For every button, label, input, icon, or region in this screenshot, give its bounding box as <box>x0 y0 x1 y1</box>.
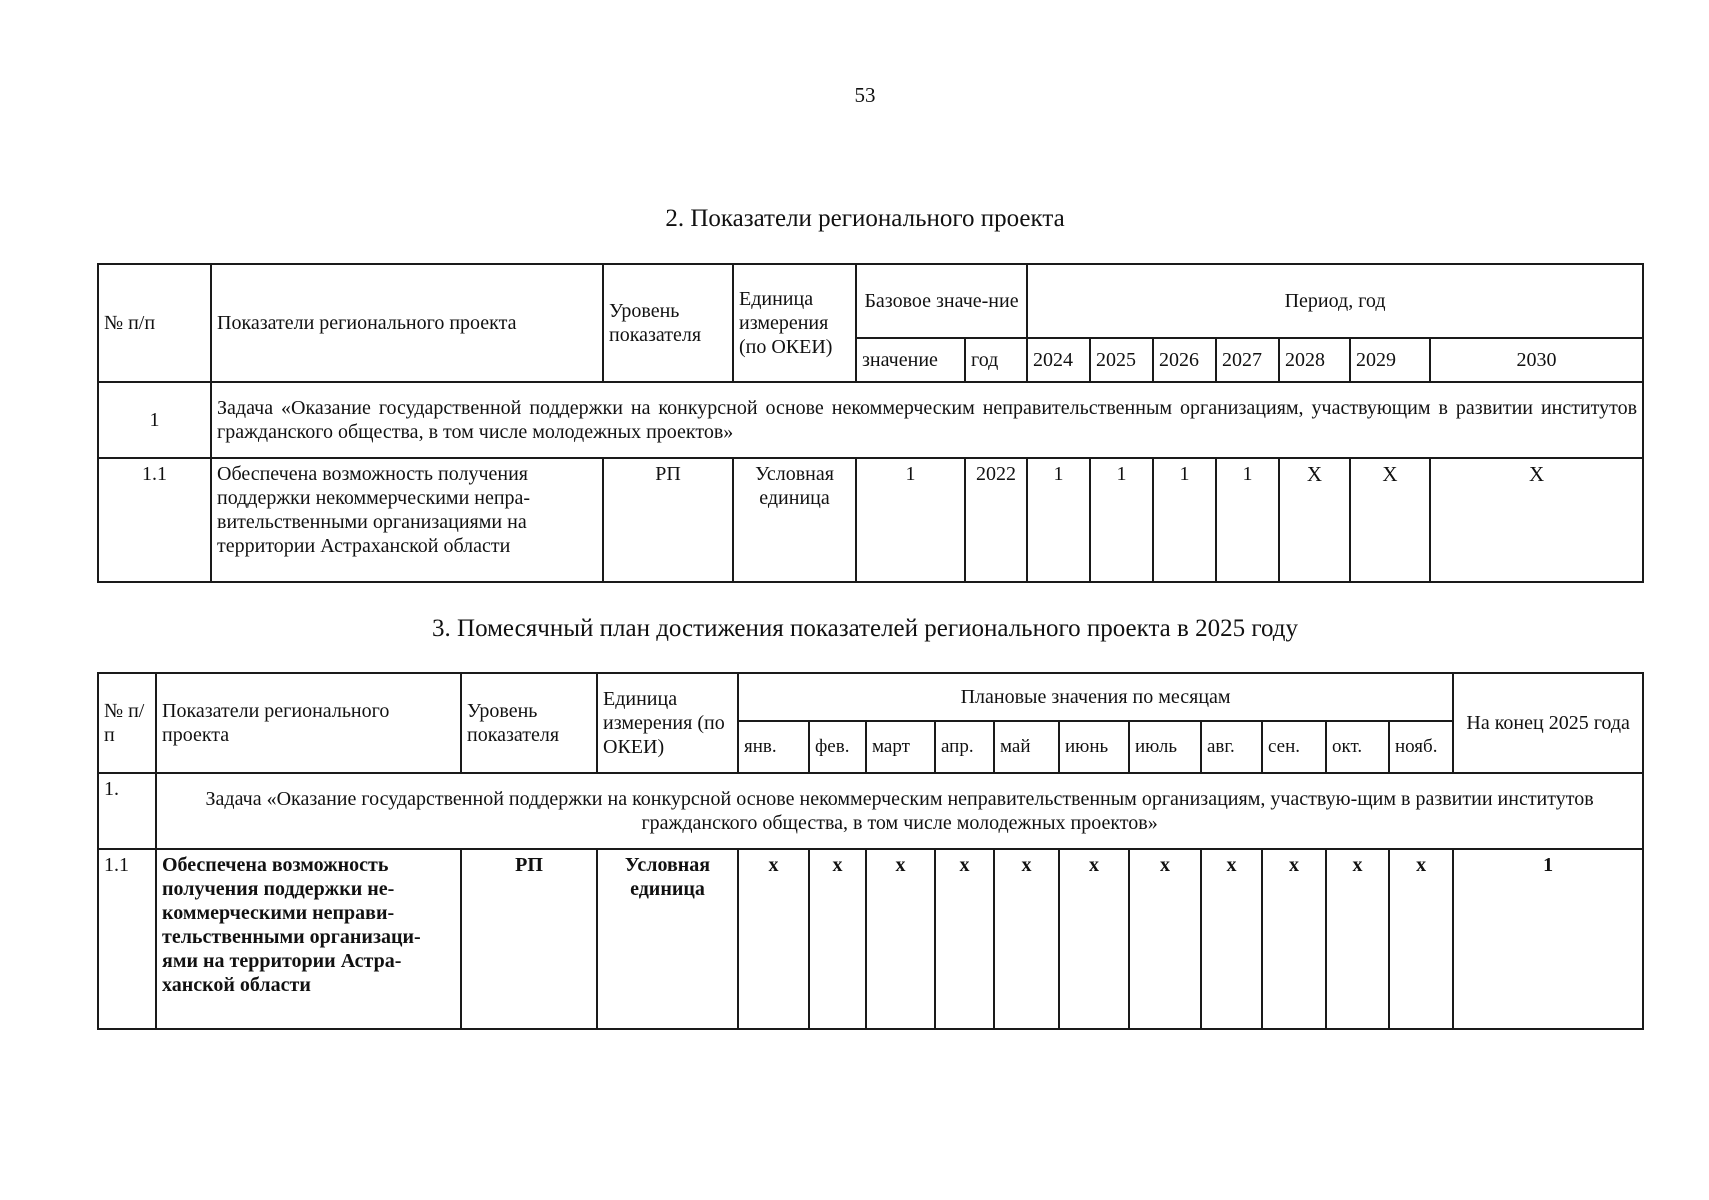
indicators-table <box>97 263 1644 583</box>
row-month-value: х <box>994 849 1059 1029</box>
row-year-value: 1 <box>1153 458 1216 582</box>
header-month: апр. <box>935 721 994 773</box>
section-2-title: 2. Показатели регионального проекта <box>665 205 1065 232</box>
row-year-value: 1 <box>1216 458 1279 582</box>
header-level: Уровень показателя <box>603 264 733 382</box>
header-year: 2024 <box>1027 338 1090 382</box>
row-year-value: 1 <box>1027 458 1090 582</box>
header-base-year: год <box>965 338 1027 382</box>
header-year: 2029 <box>1350 338 1430 382</box>
row-month-value: х <box>935 849 994 1029</box>
task-text: Задача «Оказание государственной поддержки на конкурсной основе некоммерческим неправительственным организациям, участвующим в развитии институтов гражданского общества, в том числе молодежных проектов» <box>211 382 1643 458</box>
header-indicator: Показатели регионального проекта <box>156 673 461 773</box>
row-level: РП <box>603 458 733 582</box>
header-month: июль <box>1129 721 1201 773</box>
task-num: 1 <box>98 382 211 458</box>
header-year: 2026 <box>1153 338 1216 382</box>
row-month-value: х <box>1389 849 1453 1029</box>
header-month: нояб. <box>1389 721 1453 773</box>
task-text: Задача «Оказание государственной поддержки на конкурсной основе некоммерческим неправительственным организациям, участвую-щим в развитии институтов гражданского общества, в том числе молодежных проектов» <box>156 773 1643 849</box>
header-year: 2025 <box>1090 338 1153 382</box>
row-base-year: 2022 <box>965 458 1027 582</box>
header-month: май <box>994 721 1059 773</box>
page-number: 53 <box>854 83 876 107</box>
row-unit: Условная единица <box>597 849 738 1029</box>
row-indicator: Обеспечена возможность получения поддержки не-коммерческими неправи-тельственными организаци-ями на территории Астра-ханской области <box>156 849 461 1029</box>
row-year-value: Х <box>1279 458 1350 582</box>
row-month-value: х <box>738 849 809 1029</box>
task-num: 1. <box>98 773 156 849</box>
header-unit: Единица измерения (по ОКЕИ) <box>733 264 856 382</box>
row-base-value: 1 <box>856 458 965 582</box>
row-year-value: 1 <box>1090 458 1153 582</box>
header-year: 2028 <box>1279 338 1350 382</box>
header-planned: Плановые значения по месяцам <box>738 673 1453 721</box>
row-month-value: х <box>1201 849 1262 1029</box>
header-indicator: Показатели регионального проекта <box>211 264 603 382</box>
header-year: 2027 <box>1216 338 1279 382</box>
row-num: 1.1 <box>98 458 211 582</box>
row-month-value: х <box>1326 849 1389 1029</box>
row-year-value: Х <box>1430 458 1643 582</box>
header-period: Период, год <box>1027 264 1643 338</box>
row-month-value: х <box>1262 849 1326 1029</box>
header-base-value: значение <box>856 338 965 382</box>
header-end: На конец 2025 года <box>1453 673 1643 773</box>
header-month: окт. <box>1326 721 1389 773</box>
row-month-value: х <box>866 849 935 1029</box>
row-month-value: х <box>1059 849 1129 1029</box>
header-unit: Единица измерения (по ОКЕИ) <box>597 673 738 773</box>
header-month: июнь <box>1059 721 1129 773</box>
header-num: № п/п <box>98 264 211 382</box>
row-month-value: х <box>809 849 866 1029</box>
row-end-value: 1 <box>1453 849 1643 1029</box>
section-3-title: 3. Помесячный план достижения показателей регионального проекта в 2025 году <box>432 615 1298 642</box>
header-month: янв. <box>738 721 809 773</box>
header-year: 2030 <box>1430 338 1643 382</box>
row-unit: Условная единица <box>733 458 856 582</box>
row-month-value: х <box>1129 849 1201 1029</box>
header-level: Уровень показателя <box>461 673 597 773</box>
header-base: Базовое значе-ние <box>856 264 1027 338</box>
header-month: авг. <box>1201 721 1262 773</box>
row-num: 1.1 <box>98 849 156 1029</box>
row-indicator: Обеспечена возможность получения поддержки некоммерческими непра-вительственными организациями на территории Астраханской области <box>211 458 603 582</box>
header-month: сен. <box>1262 721 1326 773</box>
row-year-value: Х <box>1350 458 1430 582</box>
header-month: март <box>866 721 935 773</box>
header-num: № п/п <box>98 673 156 773</box>
header-month: фев. <box>809 721 866 773</box>
row-level: РП <box>461 849 597 1029</box>
monthly-plan-table <box>97 672 1644 1030</box>
